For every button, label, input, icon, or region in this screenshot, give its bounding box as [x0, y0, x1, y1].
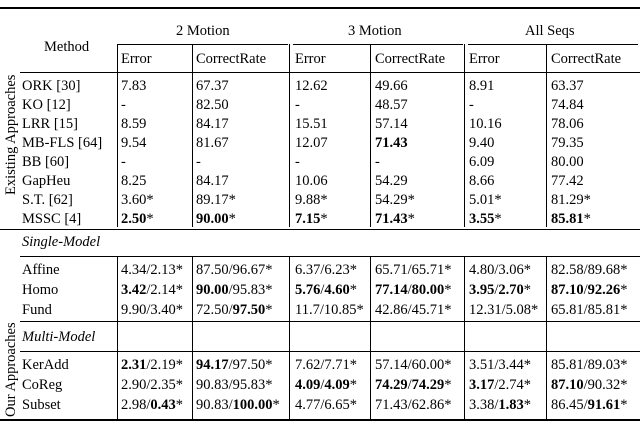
- table-cell: 7.62/7.71*: [295, 357, 358, 373]
- row-method: MSSC [4]: [22, 211, 82, 227]
- table-cell: 65.81/85.81*: [551, 302, 628, 318]
- table-cell: 65.71/65.71*: [375, 262, 452, 278]
- table-cell: 84.17: [196, 116, 229, 132]
- table-cell: 4.77/6.65*: [295, 397, 358, 413]
- sub-header-correct-1: CorrectRate: [196, 51, 267, 67]
- table-cell: -: [295, 97, 300, 113]
- col-separator-2-lower: [289, 256, 290, 421]
- table-cell: 71.43/62.86*: [375, 397, 452, 413]
- col-separator-method-lower: [117, 256, 118, 421]
- sub-header-correct-3: CorrectRate: [551, 51, 622, 67]
- table-cell: 8.59: [121, 116, 147, 132]
- table-cell: 3.51/3.44*: [469, 357, 532, 373]
- table-cell: 9.90/3.40*: [121, 302, 184, 318]
- table-cell: 74.84: [551, 97, 584, 113]
- table-cell: 94.17/97.50*: [196, 357, 273, 373]
- table-cell: 85.81*: [551, 211, 591, 227]
- table-cell: 57.14/60.00*: [375, 357, 452, 373]
- table-cell: -: [295, 154, 300, 170]
- section-rule-single-end: [20, 321, 640, 322]
- table-cell: 67.37: [196, 78, 229, 94]
- table-cell: 7.15*: [295, 211, 328, 227]
- row-method: MB-FLS [64]: [22, 135, 103, 151]
- table-cell: 2.90/2.35*: [121, 377, 184, 393]
- sub-header-error-2: Error: [295, 51, 326, 67]
- table-cell: 2.31/2.19*: [121, 357, 184, 373]
- table-cell: 82.58/89.68*: [551, 262, 628, 278]
- table-cell: 8.91: [469, 78, 495, 94]
- table-cell: 78.06: [551, 116, 584, 132]
- table-cell: 3.42/2.14*: [121, 282, 184, 298]
- table-cell: -: [121, 154, 126, 170]
- table-cell: 10.06: [295, 173, 328, 189]
- table-cell: 84.17: [196, 173, 229, 189]
- row-method: KerAdd: [22, 357, 69, 373]
- table-cell: 54.29: [375, 173, 408, 189]
- table-cell: 63.37: [551, 78, 584, 94]
- group-header-3-motion: 3 Motion: [348, 23, 402, 39]
- section-label-single: Single-Model: [22, 234, 101, 250]
- table-cell: 90.00*: [196, 211, 236, 227]
- section-label-multi: Multi-Model: [22, 329, 96, 345]
- row-method: Fund: [22, 302, 52, 318]
- table-cell: 87.10/90.32*: [551, 377, 628, 393]
- section-rule-multi: [20, 351, 640, 352]
- table-cell: 80.00: [551, 154, 584, 170]
- table-cell: 54.29*: [375, 192, 415, 208]
- side-label-existing: Existing Approaches: [3, 74, 19, 195]
- top-rule: [0, 7, 640, 9]
- row-method: LRR [15]: [22, 116, 78, 132]
- table-cell: 90.83/95.83*: [196, 377, 273, 393]
- table-cell: 12.07: [295, 135, 328, 151]
- table-cell: 77.42: [551, 173, 584, 189]
- table-cell: 3.55*: [469, 211, 502, 227]
- sub-header-error-1: Error: [121, 51, 152, 67]
- table-cell: 87.10/92.26*: [551, 282, 628, 298]
- header-rule: [20, 72, 640, 73]
- table-cell: 72.50/97.50*: [196, 302, 273, 318]
- sub-header-correct-2: CorrectRate: [375, 51, 446, 67]
- table-cell: 90.83/100.00*: [196, 397, 280, 413]
- table-cell: 71.43*: [375, 211, 415, 227]
- table-cell: 48.57: [375, 97, 408, 113]
- table-cell: 8.25: [121, 173, 147, 189]
- table-cell: 6.37/6.23*: [295, 262, 358, 278]
- table-cell: 10.16: [469, 116, 502, 132]
- table-cell: 9.54: [121, 135, 147, 151]
- table-cell: 74.29/74.29*: [375, 377, 452, 393]
- row-method: Subset: [22, 397, 61, 413]
- table-cell: 81.29*: [551, 192, 591, 208]
- sub-header-error-3: Error: [469, 51, 500, 67]
- group-header-all-seqs: All Seqs: [525, 23, 575, 39]
- table-cell: 82.50: [196, 97, 229, 113]
- group-underline-3: [468, 44, 638, 45]
- table-cell: 15.51: [295, 116, 328, 132]
- group-header-2-motion: 2 Motion: [176, 23, 230, 39]
- table-cell: 86.45/91.61*: [551, 397, 628, 413]
- row-method: Homo: [22, 282, 59, 298]
- table-cell: 6.09: [469, 154, 495, 170]
- table-cell: 2.98/0.43*: [121, 397, 184, 413]
- table-cell: 5.01*: [469, 192, 502, 208]
- group-underline-2: [293, 44, 463, 45]
- table-cell: 5.76/4.60*: [295, 282, 358, 298]
- table-cell: 89.17*: [196, 192, 236, 208]
- table-cell: 4.09/4.09*: [295, 377, 358, 393]
- table-cell: 57.14: [375, 116, 408, 132]
- table-cell: 42.86/45.71*: [375, 302, 452, 318]
- table-cell: 3.95/2.70*: [469, 282, 532, 298]
- table-cell: 79.35: [551, 135, 584, 151]
- table-cell: 81.67: [196, 135, 229, 151]
- table-cell: -: [469, 97, 474, 113]
- col-separator-5-lower: [546, 256, 547, 421]
- table-cell: 3.17/2.74*: [469, 377, 532, 393]
- row-method: KO [12]: [22, 97, 71, 113]
- table-cell: 9.88*: [295, 192, 328, 208]
- side-label-ours: Our Approaches: [3, 322, 19, 417]
- table-cell: 7.83: [121, 78, 147, 94]
- table-cell: 85.81/89.03*: [551, 357, 628, 373]
- col-separator-1-lower: [192, 256, 193, 421]
- row-method: S.T. [62]: [22, 192, 73, 208]
- table-cell: 77.14/80.00*: [375, 282, 452, 298]
- table-cell: 49.66: [375, 78, 408, 94]
- table-cell: 4.34/2.13*: [121, 262, 184, 278]
- table-cell: 90.00/95.83*: [196, 282, 273, 298]
- table-cell: 87.50/96.67*: [196, 262, 273, 278]
- table-cell: 11.7/10.85*: [295, 302, 364, 318]
- table-cell: 71.43: [375, 135, 408, 151]
- table-cell: -: [121, 97, 126, 113]
- table-cell: 9.40: [469, 135, 495, 151]
- row-method: BB [60]: [22, 154, 70, 170]
- row-method: GapHeu: [22, 173, 71, 189]
- method-header: Method: [44, 39, 90, 55]
- table-cell: 4.80/3.06*: [469, 262, 532, 278]
- row-method: CoReg: [22, 377, 63, 393]
- col-separator-4-lower: [464, 256, 465, 421]
- table-cell: 12.62: [295, 78, 328, 94]
- table-cell: 3.60*: [121, 192, 154, 208]
- table-cell: 3.38/1.83*: [469, 397, 532, 413]
- col-separator-3-lower: [370, 256, 371, 421]
- table-cell: 12.31/5.08*: [469, 302, 539, 318]
- table-cell: -: [196, 154, 201, 170]
- row-method: ORK [30]: [22, 78, 81, 94]
- table-cell: 8.66: [469, 173, 495, 189]
- table-cell: 2.50*: [121, 211, 154, 227]
- section-rule-single: [20, 256, 640, 257]
- section-rule-existing: [0, 229, 640, 230]
- group-underline-1: [118, 44, 288, 45]
- table-cell: -: [375, 154, 380, 170]
- row-method: Affine: [22, 262, 60, 278]
